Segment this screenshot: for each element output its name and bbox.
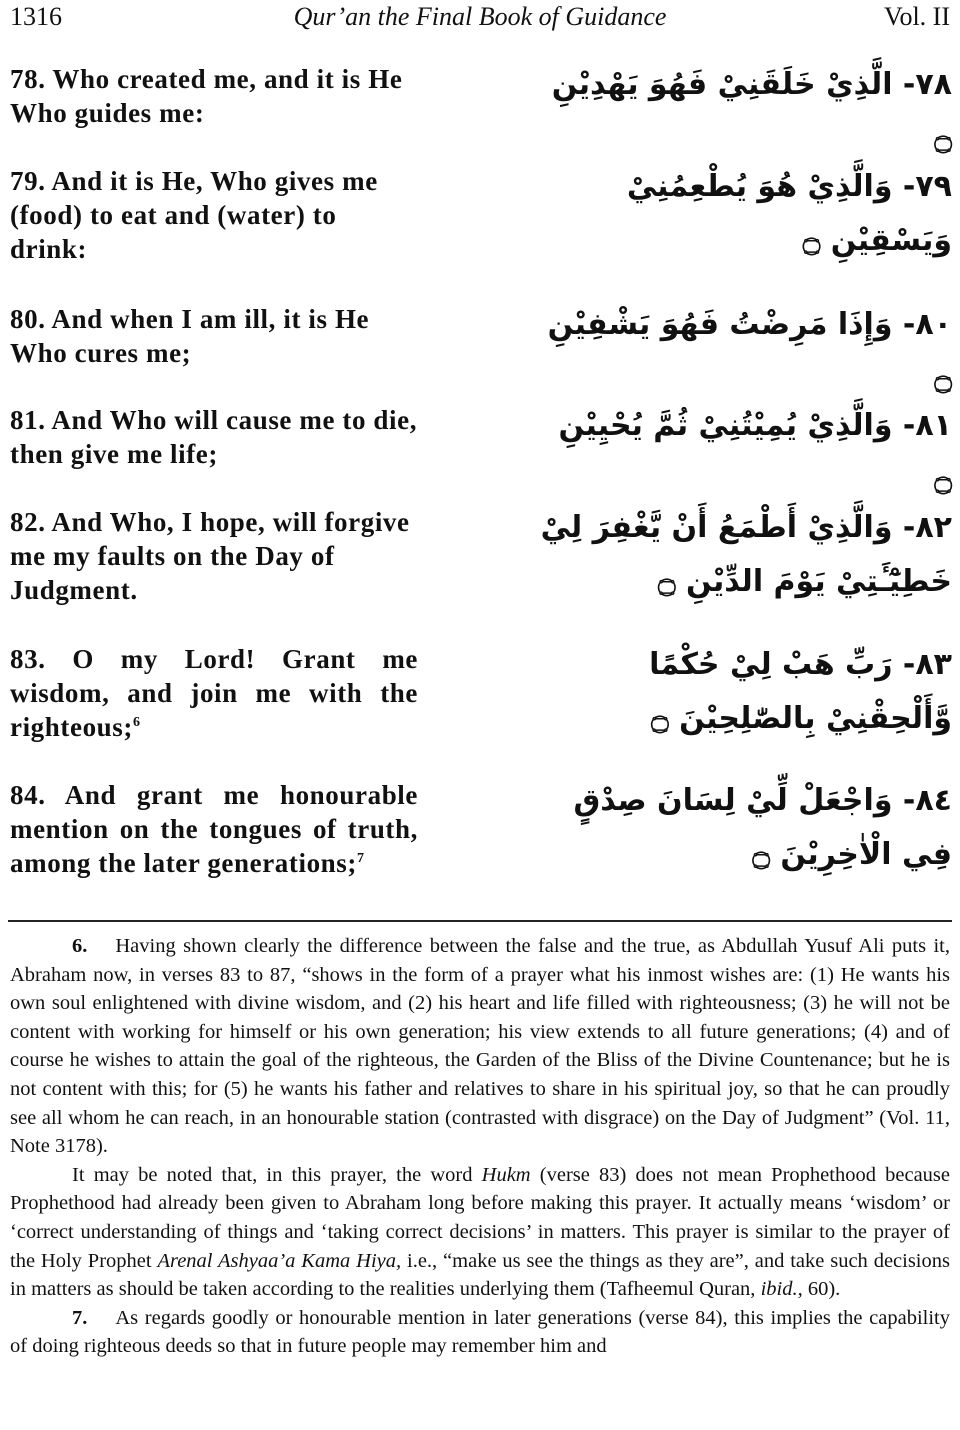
verse-arabic: ٨٣- رَبِّ هَبْ لِيْ حُكْمًا وَّأَلْحِقْنِيْ بِالصّٰلِحِيْنَ ۝ xyxy=(649,647,952,736)
footnote-text: 60). xyxy=(802,1278,841,1301)
verse-arabic: ٧٨- الَّذِيْ خَلَقَنِيْ فَهُوَ يَهْدِيْنِ ۝ xyxy=(551,67,952,156)
footnote-text: It may be noted that, in this prayer, the word xyxy=(72,1163,482,1186)
verse-arabic: ٨٠- وَإِذَا مَرِضْتُ فَهُوَ يَشْفِيْنِ ۝ xyxy=(547,307,952,396)
footnote-marker: 7 xyxy=(357,851,365,866)
verse-translation: 82. And Who, I hope, will forgive me my faults on the Day of Judgment. xyxy=(10,507,410,605)
footnote-6 xyxy=(10,932,950,1161)
verse-translation xyxy=(10,642,418,744)
verse-translation: 79. And it is He, Who gives me (food) to eat and (water) to drink: xyxy=(10,166,378,264)
footnote-divider xyxy=(8,920,952,922)
verse-translation xyxy=(10,778,418,880)
footnotes xyxy=(10,932,950,1361)
verse-translation-text: 84. And grant me honourable mention on the tongues of truth, among the later generations; xyxy=(10,780,418,878)
verse-arabic: ٨١- وَالَّذِيْ يُمِيْتُنِيْ ثُمَّ يُحْيِيْنِ ۝ xyxy=(558,408,952,497)
running-title: Qur’an the Final Book of Guidance xyxy=(293,2,667,31)
verse-arabic: ٨٢- وَالَّذِيْ أَطْمَعُ أَنْ يَّغْفِرَ لِيْ خَطِيْٓـَٔتِيْ يَوْمَ الدِّيْنِ ۝ xyxy=(540,510,952,599)
footnote-text: i.e., “make us see the things as they are”, and take such decisions in matters as should be taken according to the realities underlying them (Tafheemul Quran, xyxy=(10,1249,950,1301)
footnote-number: 7. xyxy=(72,1306,88,1329)
footnote-7 xyxy=(10,1304,950,1361)
footnote-text: Having shown clearly the difference between the false and the true, as Abdullah Yusuf Ali puts it, Abraham now, in verses 83 to 87, “shows in the form of a prayer what his inmost wishes are: (1) He wants his own soul enlightened with divine wisdom, and (2) his heart and life filled with righteousness; (3) he will not be content with working for himself or his own generation; his view extends to all future generations; (4) and of course he wishes to attain the goal of the righteous, the Garden of the Bliss of the Divine Countenance; but he is not content with this; for (5) he wants his father and relatives to share in his spiritual joy, so that he can proudly see all whom he can reach, in an honourable station (contrasted with disgrace) on the Day of Judgment” (Vol. 11, Note 3178). xyxy=(10,935,950,1158)
verse-translation-text: 83. O my Lord! Grant me wisdom, and join me with the righteous; xyxy=(10,644,418,742)
verse-translation: 81. And Who will cause me to die, then give me life; xyxy=(10,405,418,469)
volume-label: Vol. II xyxy=(884,2,950,31)
footnote-text: As regards goodly or honourable mention in later generations (verse 84), this implies the capability of doing righteous deeds so that in future people may remember him and xyxy=(10,1306,950,1358)
italic-term: Hukm xyxy=(481,1163,531,1186)
footnote-marker: 6 xyxy=(133,715,141,730)
footnote-6-continued xyxy=(10,1161,950,1304)
page-number: 1316 xyxy=(10,2,62,31)
verse-arabic: ٧٩- وَالَّذِيْ هُوَ يُطْعِمُنِيْ وَيَسْقِيْنِ ۝ xyxy=(626,169,952,258)
verse-arabic: ٨٤- وَاجْعَلْ لِّيْ لِسَانَ صِدْقٍ فِي الْاٰخِرِيْنَ ۝ xyxy=(573,783,952,872)
italic-term: Arenal Ashyaa’a Kama Hiya, xyxy=(157,1249,402,1272)
footnote-number: 6. xyxy=(72,935,88,957)
verse-translation: 80. And when I am ill, it is He Who cures me; xyxy=(10,304,370,368)
footnote-text: (verse 83) does not mean Prophethood because Prophethood had already been given to Abraham long before making this prayer. It actually means ‘wisdom’ or ‘correct understanding of things and ‘taking correct decisions’ in matters. This prayer is similar to the prayer of the Holy Prophet xyxy=(10,1163,950,1272)
verse-translation: 78. Who created me, and it is He Who guides me: xyxy=(10,64,403,128)
page-header xyxy=(10,2,950,34)
italic-term: ibid., xyxy=(760,1278,803,1301)
